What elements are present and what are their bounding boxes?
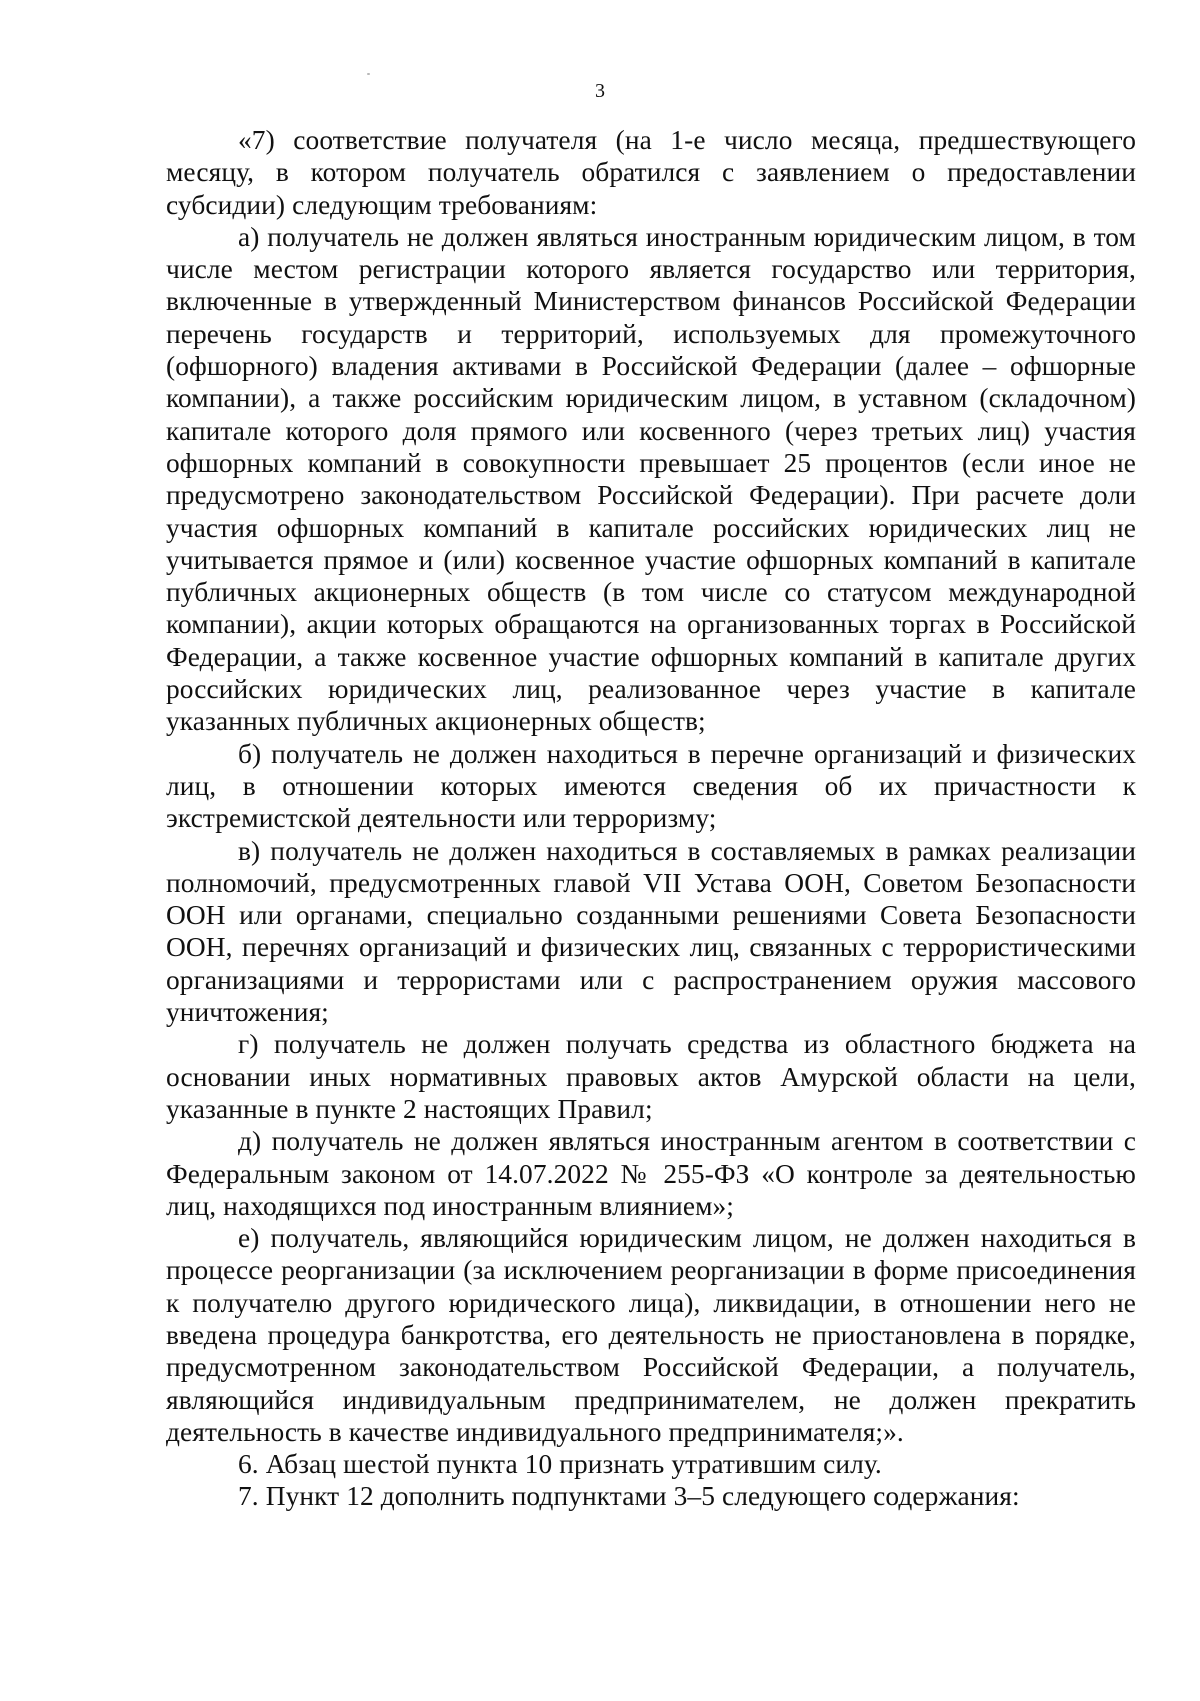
page-number: 3 (595, 80, 605, 102)
scan-speck (367, 73, 370, 75)
paragraph-subitem-b: б) получатель не должен находиться в перечне организаций и физических лиц, в отношении которых имеются сведения об их причастности к экстремистской деятельности или терроризму; (166, 738, 1136, 834)
paragraph-subitem-v: в) получатель не должен находиться в составляемых в рамках реализации полномочий, предусмотренных главой VII Устава ООН, Советом Безопасности ООН или органами, специально созданными решениями Совета Безопасности ООН, перечнях организаций и физических лиц, связанных с террористическими организациями и террористами или с распространением оружия массового уничтожения; (166, 835, 1136, 1028)
document-body (166, 124, 1136, 1513)
paragraph-point-6: 6. Абзац шестой пункта 10 признать утратившим силу. (238, 1449, 882, 1480)
paragraph-subitem-e: е) получатель, являющийся юридическим лицом, не должен находиться в процессе реорганизации (за исключением реорганизации в форме присоединения к получателю другого юридического лица), ликвидации, в отношении него не введена процедура банкротства, его деятельность не приостановлена в порядке, предусмотренном законодательством Российской Федерации, а получатель, являющийся индивидуальным предпринимателем, не должен прекратить деятельность в качестве индивидуального предпринимателя;». (166, 1223, 1136, 1447)
paragraph-point-7: 7. Пункт 12 дополнить подпунктами 3–5 следующего содержания: (238, 1481, 1020, 1512)
paragraph-subitem-a: а) получатель не должен являться иностранным юридическим лицом, в том числе местом регистрации которого является государство или территория, включенные в утвержденный Министерством финансов Российской Федерации перечень государств и территорий, используемых для промежуточного (офшорного) владения активами в Российской Федерации (далее – офшорные компании), а также российским юридическим лицом, в уставном (складочном) капитале которого доля прямого или косвенного (через третьих лиц) участия офшорных компаний в совокупности превышает 25 процентов (если иное не предусмотрено законодательством Российской Федерации). При расчете доли участия офшорных компаний в капитале российских юридических лиц не учитывается прямое и (или) косвенное участие офшорных компаний в капитале публичных акционерных обществ (в том числе со статусом международной компании), акции которых обращаются на организованных торгах в Российской Федерации, а также косвенное участие офшорных компаний в капитале других российских юридических лиц, реализованное через участие в капитале указанных публичных акционерных обществ; (166, 221, 1136, 737)
paragraph-subitem-d: д) получатель не должен являться иностранным агентом в соответствии с Федеральным законом от 14.07.2022 № 255-ФЗ «О контроле за деятельностью лиц, находящихся под иностранным влиянием»; (166, 1126, 1136, 1221)
paragraph-item-7: «7) соответствие получателя (на 1-е число месяца, предшествующего месяцу, в котором получатель обратился с заявлением о предоставлении субсидии) следующим требованиям: (166, 125, 1136, 220)
paragraph-subitem-g: г) получатель не должен получать средства из областного бюджета на основании иных нормативных правовых актов Амурской области на цели, указанные в пункте 2 настоящих Правил; (166, 1029, 1136, 1124)
